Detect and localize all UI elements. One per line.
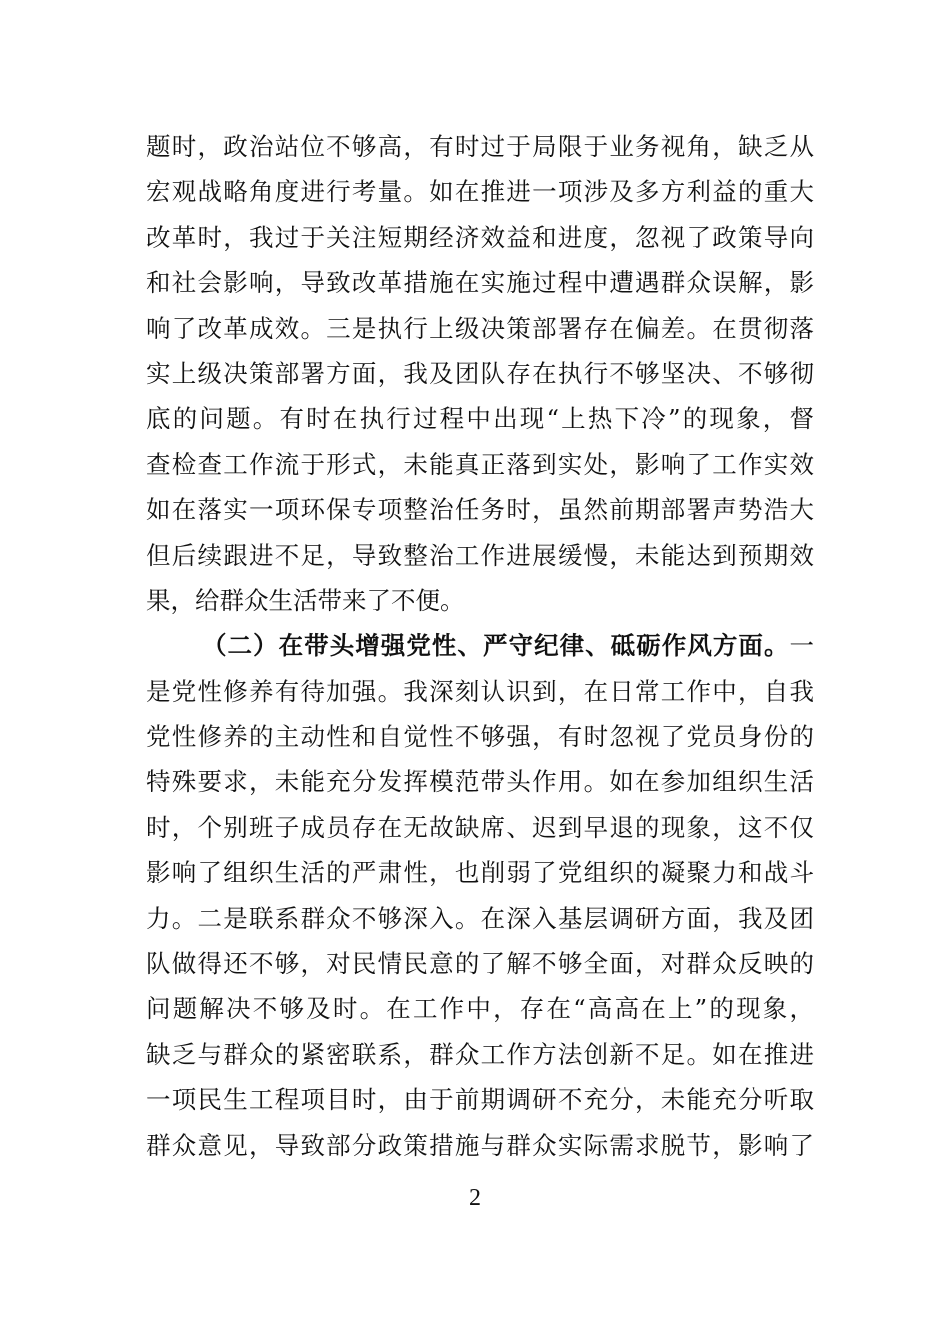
text-line: 时，个别班子成员存在无故缺席、迟到早退的现象，这不仅 bbox=[146, 812, 814, 842]
text-line-continuation: 一 bbox=[789, 631, 814, 661]
section-heading: （二）在带头增强党性、严守纪律、砥砺作风方面。 bbox=[202, 631, 790, 661]
text-line: 改革时，我过于关注短期经济效益和进度，忽视了政策导向 bbox=[146, 222, 814, 252]
text-line: 实上级决策部署方面，我及团队存在执行不够坚决、不够彻 bbox=[146, 358, 814, 388]
text-line: 果，给群众生活带来了不便。 bbox=[146, 585, 465, 615]
text-line: 特殊要求，未能充分发挥模范带头作用。如在参加组织生活 bbox=[146, 767, 814, 797]
text-line: 如在落实一项环保专项整治任务时，虽然前期部署声势浩大 bbox=[146, 495, 814, 525]
text-line: 一项民生工程项目时，由于前期调研不充分，未能充分听取 bbox=[146, 1085, 814, 1115]
text-line: 群众意见，导致部分政策措施与群众实际需求脱节，影响了 bbox=[146, 1130, 814, 1160]
text-line: 党性修养的主动性和自觉性不够强，有时忽视了党员身份的 bbox=[146, 722, 814, 752]
body-text bbox=[146, 124, 814, 1168]
text-line: 影响了组织生活的严肃性，也削弱了党组织的凝聚力和战斗 bbox=[146, 858, 814, 888]
section-heading-line bbox=[146, 623, 814, 668]
text-line: 题时，政治站位不够高，有时过于局限于业务视角，缺乏从 bbox=[146, 132, 814, 161]
text-line: 缺乏与群众的紧密联系，群众工作方法创新不足。如在推进 bbox=[146, 1039, 814, 1069]
text-line: 底的问题。有时在执行过程中出现“上热下冷”的现象，督 bbox=[146, 404, 814, 434]
text-line: 是党性修养有待加强。我深刻认识到，在日常工作中，自我 bbox=[146, 676, 814, 706]
text-line: 力。二是联系群众不够深入。在深入基层调研方面，我及团 bbox=[146, 903, 814, 933]
text-line: 但后续跟进不足，导致整治工作进展缓慢，未能达到预期效 bbox=[146, 540, 814, 570]
text-line: 响了改革成效。三是执行上级决策部署存在偏差。在贯彻落 bbox=[146, 313, 814, 343]
page-number: 2 bbox=[469, 1185, 481, 1211]
text-line: 和社会影响，导致改革措施在实施过程中遭遇群众误解，影 bbox=[146, 268, 814, 298]
text-line: 宏观战略角度进行考量。如在推进一项涉及多方利益的重大 bbox=[146, 177, 814, 207]
text-line: 问题解决不够及时。在工作中，存在“高高在上”的现象， bbox=[146, 994, 814, 1024]
text-line: 队做得还不够，对民情民意的了解不够全面，对群众反映的 bbox=[146, 949, 814, 979]
text-line: 查检查工作流于形式，未能真正落到实处，影响了工作实效 bbox=[146, 449, 814, 479]
